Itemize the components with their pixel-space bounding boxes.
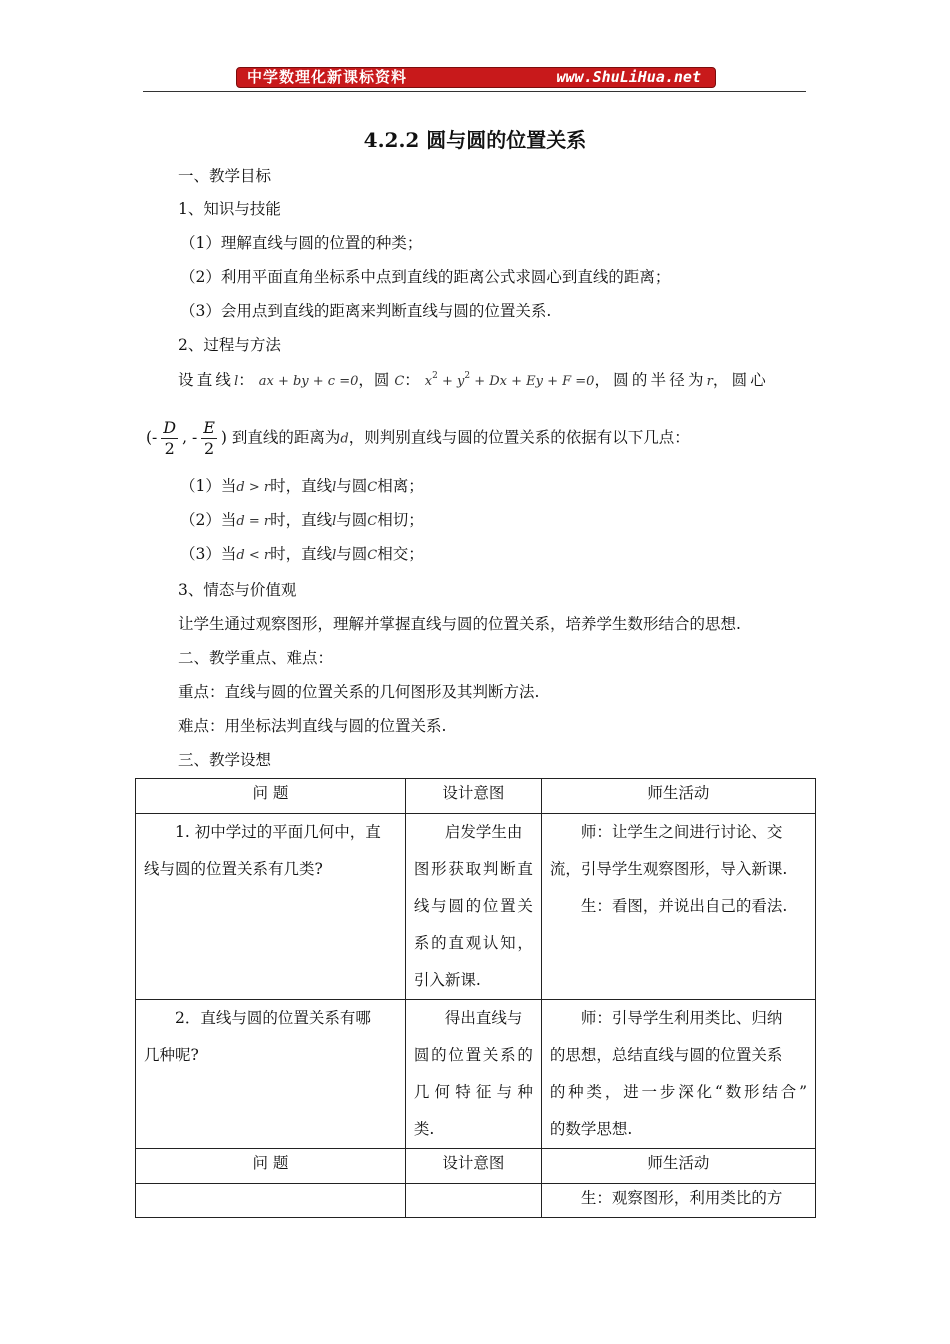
header-rule (143, 91, 806, 92)
header-cell: 师生活动 (541, 1149, 815, 1184)
list-item: （1）理解直线与圆的位置的种类； (180, 234, 423, 252)
text: ，圆的半径为 (594, 371, 707, 389)
case-item: （3）当d < r时，直线l与圆C相交； (180, 545, 424, 563)
section-heading: 三、教学设想 (178, 751, 272, 769)
table-row (136, 814, 816, 1000)
paragraph: 重点：直线与圆的位置关系的几何图形及其判断方法. (178, 683, 540, 701)
line-equation: ax + by + c =0 (258, 374, 359, 389)
header-banner (236, 67, 716, 88)
paragraph: 让学生通过观察图形，理解并掌握直线与圆的位置关系，培养学生数形结合的思想. (178, 615, 741, 633)
text: ，圆心 (712, 371, 769, 389)
activity-cell: 师：让学生之间进行讨论、交 流，引导学生观察图形，导入新课. 生：看图，并说出自己的看法. (541, 814, 815, 1000)
fraction-e: $\frac{E}{2}$ (203, 418, 215, 458)
case-item: （1）当d > r时，直线l与圆C相离； (180, 477, 424, 495)
text: ，圆 (358, 371, 390, 389)
question-cell: 2．直线与圆的位置关系有哪 几种呢? (136, 1000, 406, 1149)
header-cell: 设计意图 (405, 779, 541, 814)
text: (- (146, 428, 158, 447)
activity-cell: 师：引导学生利用类比、归纳 的思想，总结直线与圆的位置关系 的种类，进一步深化“数形结合” 的数学思想. (541, 1000, 815, 1149)
text: ： (404, 371, 420, 389)
subsection-heading: 1、知识与技能 (178, 200, 281, 218)
subsection-heading: 3、情态与价值观 (178, 581, 297, 599)
text: 到直线的距离为 (231, 428, 341, 447)
math-var: d (340, 431, 349, 447)
banner-title: 中学数理化新课标资料 (247, 68, 408, 86)
section-heading: 二、教学重点、难点： (178, 649, 334, 667)
text: ： (238, 371, 254, 389)
intent-cell (405, 1184, 541, 1218)
text: , - (182, 428, 198, 447)
text: 设直线 (178, 371, 235, 389)
math-var: l (234, 374, 239, 389)
text: ，则判别直线与圆的位置关系的依据有以下几点： (348, 428, 690, 447)
banner-url[interactable]: www.ShuLiHua.net (556, 68, 701, 86)
page-title: 4.2.2 圆与圆的位置关系 (363, 128, 587, 152)
table-header-row (136, 779, 816, 814)
intent-cell: 启发学生由 图形获取判断直 线与圆的位置关 系的直观认知， 引入新课. (405, 814, 541, 1000)
circle-equation: $x^2 + y^2 + Dx + Ey + F =0$ (424, 371, 595, 389)
setup-paragraph (178, 368, 806, 390)
section-heading: 一、教学目标 (178, 167, 272, 185)
case-item: （2）当d = r时，直线l与圆C相切； (180, 511, 424, 529)
table-header-row (136, 1149, 816, 1184)
paragraph: 难点：用坐标法判直线与圆的位置关系. (178, 717, 447, 735)
table-row (136, 1000, 816, 1149)
activity-cell: 生：观察图形，利用类比的方 (541, 1184, 815, 1218)
list-item: （2）利用平面直角坐标系中点到直线的距离公式求圆心到直线的距离； (180, 268, 671, 286)
intent-cell: 得出直线与 圆的位置关系的 几何特征与种 类. (405, 1000, 541, 1149)
header-cell: 设计意图 (405, 1149, 541, 1184)
question-cell: 1. 初中学过的平面几何中，直 线与圆的位置关系有几类? (136, 814, 406, 1000)
center-paragraph (146, 418, 690, 459)
teaching-design-table (135, 778, 816, 1218)
math-var: r (706, 374, 713, 389)
list-item: （3）会用点到直线的距离来判断直线与圆的位置关系. (180, 302, 552, 320)
header-cell: 问 题 (136, 1149, 406, 1184)
math-var: C (394, 374, 405, 389)
question-cell (136, 1184, 406, 1218)
text: ) (220, 428, 227, 447)
header-cell: 师生活动 (541, 779, 815, 814)
fraction-d: $\frac{D}{2}$ (163, 418, 177, 458)
subsection-heading: 2、过程与方法 (178, 336, 281, 354)
table-row (136, 1184, 816, 1218)
header-cell: 问 题 (136, 779, 406, 814)
